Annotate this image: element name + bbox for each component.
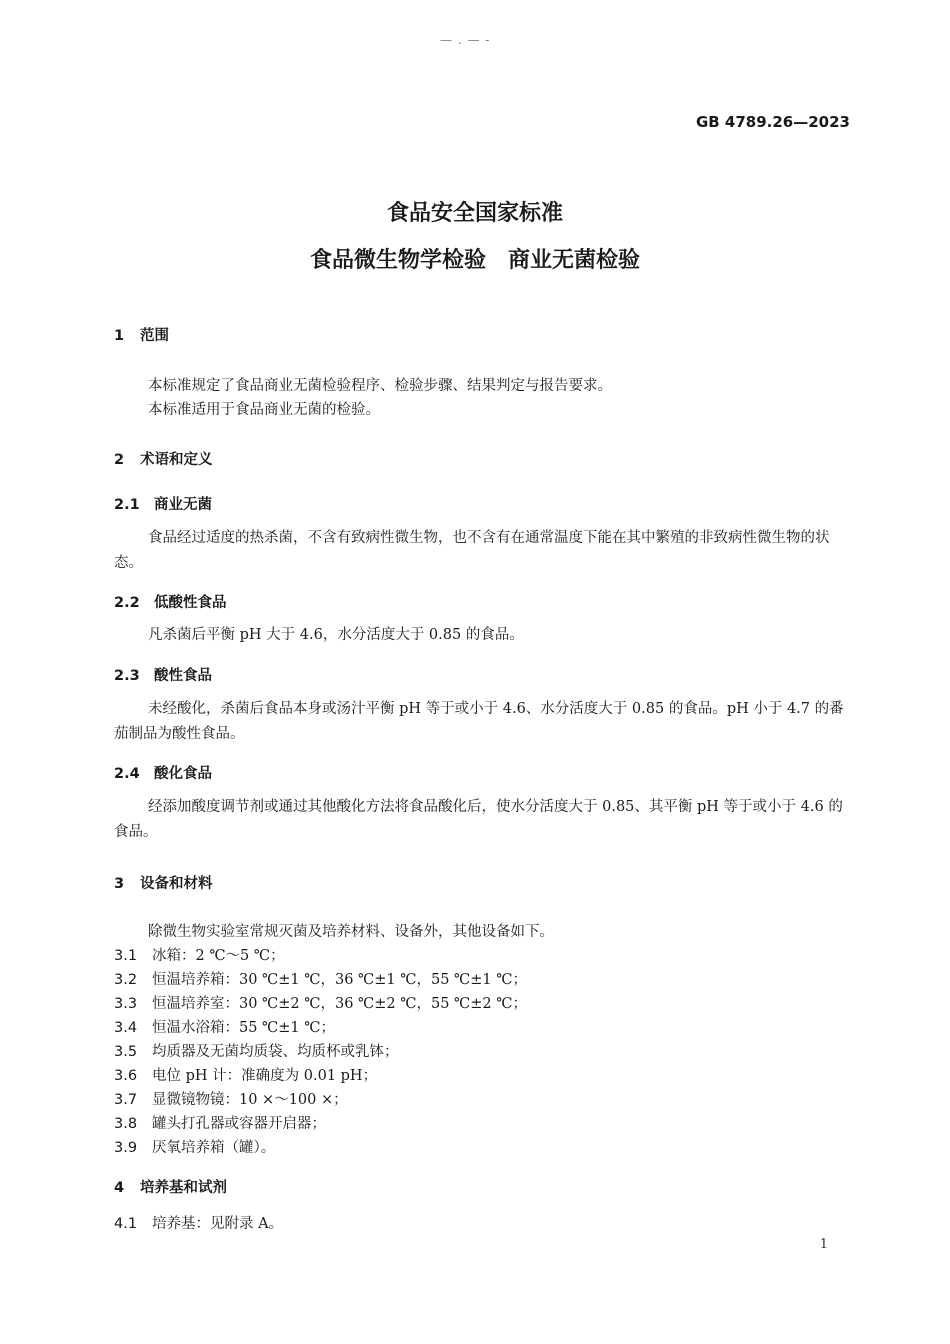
paragraph: 本标准规定了食品商业无菌检验程序、检验步骤、结果判定与报告要求。 [148,378,612,394]
section-title: 培养基和试剂 [140,1180,227,1196]
list-item: 3.5 均质器及无菌均质袋、均质杯或乳钵； [114,1044,399,1060]
section-2-heading [114,448,213,469]
section-number: 2.4 [114,766,140,782]
section-2-2-heading [114,591,227,612]
section-number: 2.3 [114,668,140,684]
document-title: 食品安全国家标准 [386,201,563,226]
section-1-heading [114,324,169,345]
list-item: 3.1 冰箱：2 ℃～5 ℃； [114,948,285,964]
section-title: 术语和定义 [140,452,213,468]
section-title: 酸化食品 [154,766,212,782]
standard-code: GB 4789.26—2023 [695,113,850,131]
list-item: 3.8 罐头打孔器或容器开启器； [114,1116,326,1132]
section-title: 设备和材料 [140,876,213,892]
section-title: 商业无菌 [154,497,212,513]
section-title: 低酸性食品 [154,595,227,611]
list-item: 3.3 恒温培养室：30 ℃±2 ℃，36 ℃±2 ℃，55 ℃±2 ℃； [114,996,527,1012]
section-title: 范围 [140,328,169,344]
list-item: 3.6 电位 pH 计：准确度为 0.01 pH； [114,1068,378,1084]
section-2-1-heading [114,493,212,514]
document-subtitle: 食品微生物学检验 商业无菌检验 [309,248,640,273]
section-2-4-heading [114,762,212,783]
section-4-heading [114,1176,227,1197]
section-number: 2.1 [114,497,140,513]
section-title: 酸性食品 [154,668,212,684]
list-item: 3.9 厌氧培养箱（罐）。 [114,1140,276,1156]
list-item: 4.1 培养基：见附录 A。 [114,1216,284,1232]
definition-text: 凡杀菌后平衡 pH 大于 4.6，水分活度大于 0.85 的食品。 [148,627,524,643]
definition-text: 食品经过适度的热杀菌，不含有致病性微生物，也不含有在通常温度下能在其中繁殖的非致病性微生物的状态。 [114,530,830,571]
section-number: 3 [114,876,125,892]
definition-text: 经添加酸度调节剂或通过其他酸化方法将食品酸化后，使水分活度大于 0.85、其平衡 pH 等于或小于 4.6 的食品。 [114,799,843,840]
section-2-3-heading [114,664,212,685]
header-mark: — . — - [440,33,491,47]
list-item: 3.2 恒温培养箱：30 ℃±1 ℃，36 ℃±1 ℃，55 ℃±1 ℃； [114,972,527,988]
section-number: 2 [114,452,125,468]
section-number: 4 [114,1180,125,1196]
list-item: 3.7 显微镜物镜：10 ×～100 ×； [114,1092,348,1108]
section-number: 1 [114,328,125,344]
page-number: 1 [819,1237,828,1252]
definition-text: 未经酸化，杀菌后食品本身或汤汁平衡 pH 等于或小于 4.6、水分活度大于 0.85 的食品。pH 小于 4.7 的番茄制品为酸性食品。 [114,701,844,742]
section-3-heading [114,872,213,893]
section-number: 2.2 [114,595,140,611]
paragraph: 本标准适用于食品商业无菌的检验。 [148,402,380,418]
paragraph: 除微生物实验室常规灭菌及培养材料、设备外，其他设备如下。 [148,924,554,940]
list-item: 3.4 恒温水浴箱：55 ℃±1 ℃； [114,1020,335,1036]
